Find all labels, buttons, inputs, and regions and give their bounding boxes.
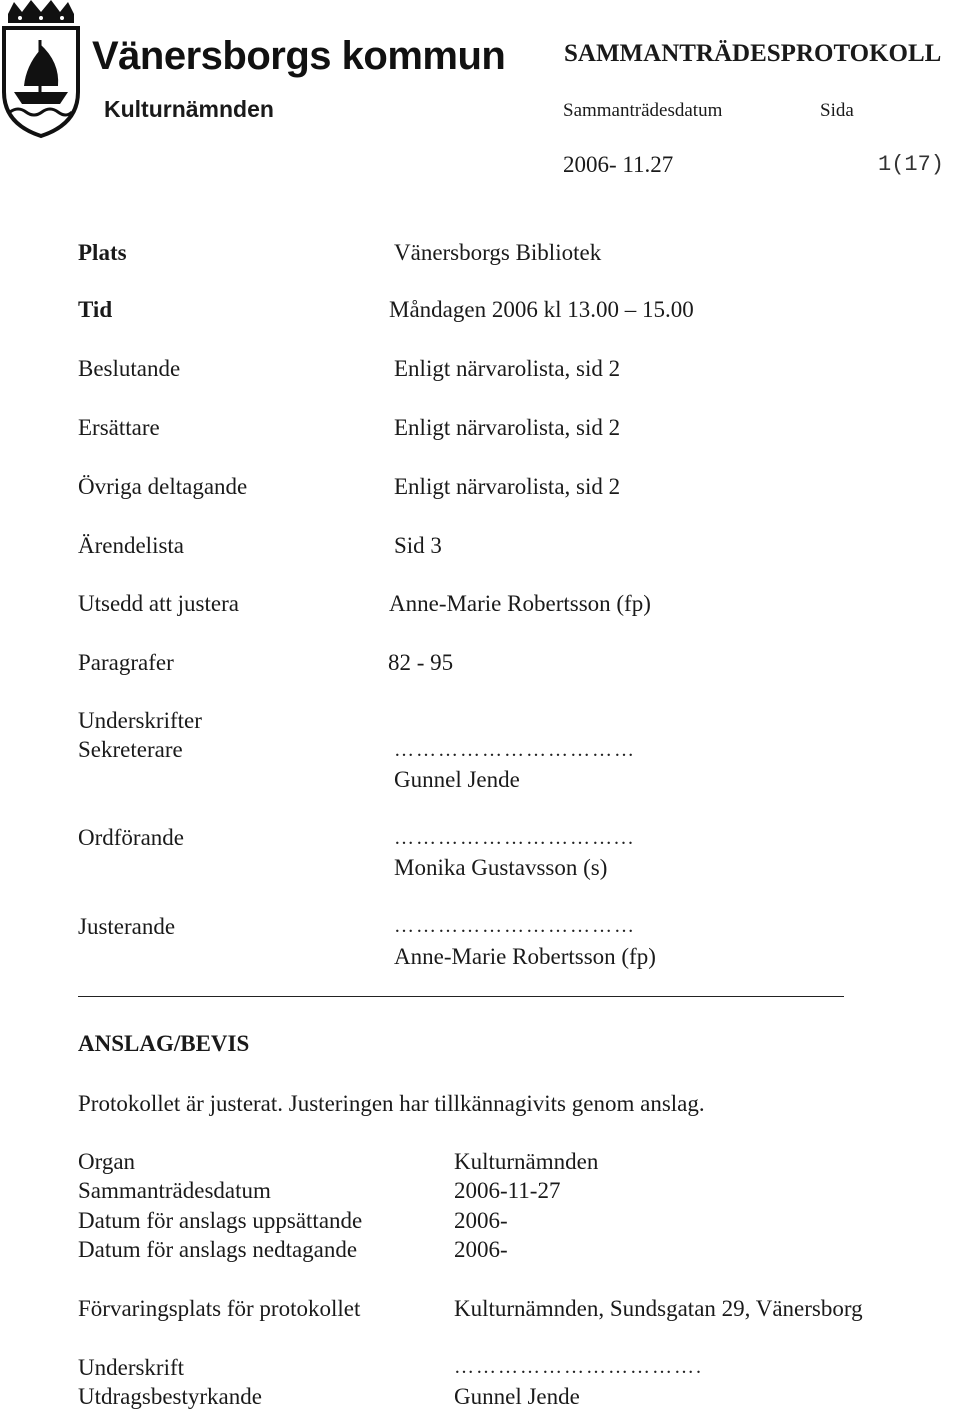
nedtagande-value: 2006- [454, 1237, 508, 1262]
underskrift-label: Underskrift [78, 1355, 185, 1380]
beslutande-label: Beslutande [78, 356, 181, 381]
arendelista-label: Ärendelista [78, 533, 185, 558]
tid-value: Måndagen 2006 kl 13.00 – 15.00 [389, 297, 694, 322]
tid-label: Tid [78, 297, 113, 322]
doc-title: SAMMANTRÄDESPROTOKOLL [564, 40, 942, 67]
plats-label: Plats [78, 240, 127, 265]
sammantradesdatum-value: 2006-11-27 [454, 1178, 561, 1203]
justerande-label: Justerande [78, 914, 176, 939]
org-name: Vänersborgs kommun [92, 34, 506, 78]
justera-label: Utsedd att justera [78, 591, 239, 616]
uppsattande-label: Datum för anslags uppsättande [78, 1208, 363, 1233]
coat-of-arms-ship-icon [0, 0, 82, 140]
utdrag-label: Utdragsbestyrkande [78, 1384, 262, 1409]
section-divider [78, 996, 844, 997]
ovriga-value: Enligt närvarolista, sid 2 [394, 474, 621, 499]
ovriga-label: Övriga deltagande [78, 474, 248, 499]
utdrag-name: Gunnel Jende [454, 1384, 580, 1409]
anslag-heading: ANSLAG/BEVIS [78, 1031, 250, 1056]
forvaring-label: Förvaringsplats för protokollet [78, 1296, 361, 1321]
organ-value: Kulturnämnden [454, 1149, 599, 1174]
ordforande-signature-line: …………………………... [394, 827, 635, 849]
ersattare-value: Enligt närvarolista, sid 2 [394, 415, 621, 440]
paragrafer-value: 82 - 95 [388, 650, 454, 675]
justerande-name: Anne-Marie Robertsson (fp) [394, 944, 656, 969]
uppsattande-value: 2006- [454, 1208, 508, 1233]
coat-of-arms-logo [0, 0, 82, 140]
date-label: Sammanträdesdatum [563, 100, 723, 121]
sekreterare-name: Gunnel Jende [394, 767, 520, 792]
forvaring-value: Kulturnämnden, Sundsgatan 29, Vänersborg [454, 1296, 863, 1321]
nedtagande-label: Datum för anslags nedtagande [78, 1237, 358, 1262]
ersattare-label: Ersättare [78, 415, 160, 440]
paragrafer-label: Paragrafer [78, 650, 174, 675]
justerande-signature-line: …………………………… [394, 915, 636, 937]
sekreterare-signature-line: …………………………… [394, 739, 636, 761]
page-value: 1(17) [878, 152, 945, 177]
sammantradesdatum-label: Sammanträdesdatum [78, 1178, 271, 1203]
underskrift-signature-line: ……………………………. [454, 1356, 703, 1378]
underskrifter-heading: Underskrifter [78, 708, 202, 733]
arendelista-value: Sid 3 [394, 533, 442, 558]
anslag-statement: Protokollet är justerat. Justeringen har tillkännagivits genom anslag. [78, 1091, 705, 1116]
organ-label: Organ [78, 1149, 136, 1174]
committee-name: Kulturnämnden [104, 96, 274, 122]
date-value: 2006- 11.27 [563, 152, 674, 177]
justera-value: Anne-Marie Robertsson (fp) [389, 591, 651, 616]
beslutande-value: Enligt närvarolista, sid 2 [394, 356, 621, 381]
page-label: Sida [820, 100, 854, 121]
ordforande-name: Monika Gustavsson (s) [394, 855, 608, 880]
plats-value: Vänersborgs Bibliotek [394, 240, 602, 265]
sekreterare-label: Sekreterare [78, 737, 183, 762]
ordforande-label: Ordförande [78, 825, 185, 850]
